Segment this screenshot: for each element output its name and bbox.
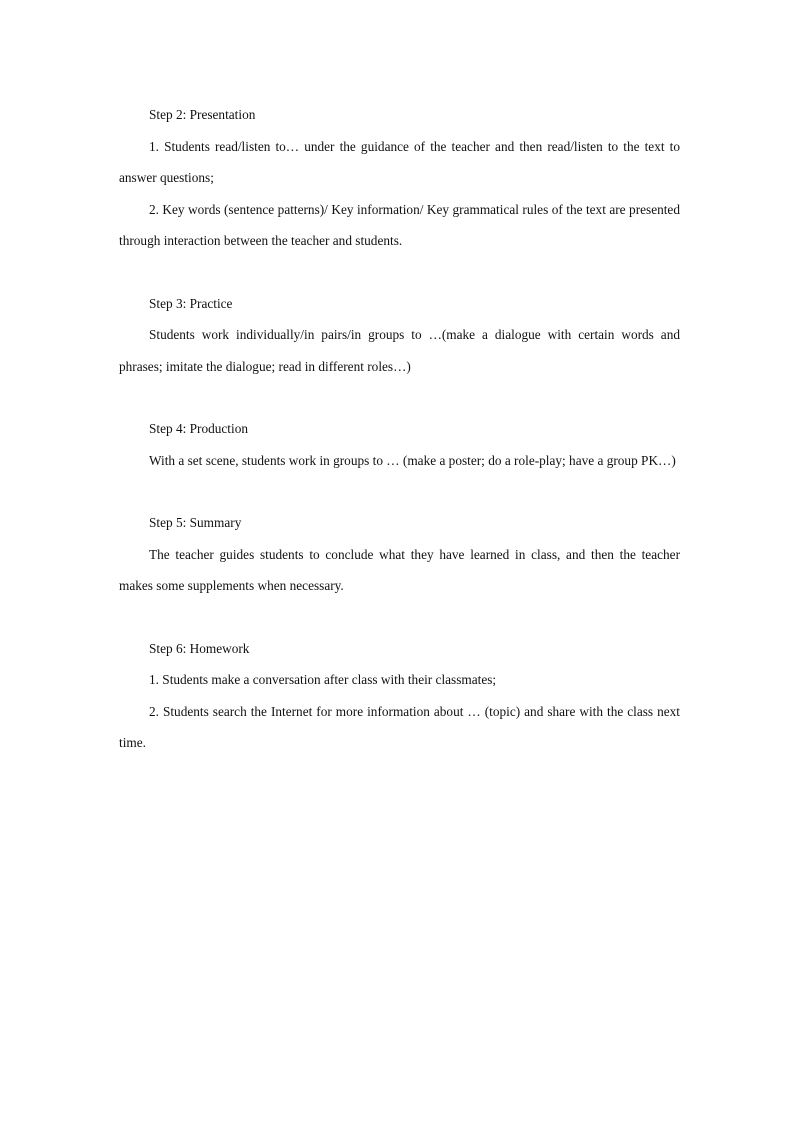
section-practice xyxy=(119,288,680,383)
paragraph: The teacher guides students to conclude what they have learned in class, and then the teacher makes some supplements when necessary. xyxy=(119,546,680,593)
section-heading: Step 5: Summary xyxy=(149,515,242,530)
section-presentation xyxy=(119,99,680,257)
section-heading: Step 6: Homework xyxy=(149,640,250,656)
paragraph: 1. Students read/listen to… under the guidance of the teacher and then read/listen to the text to answer questions; xyxy=(119,138,680,185)
section-homework xyxy=(119,633,680,759)
paragraph: With a set scene, students work in groups to … (make a poster; do a role-play; have a group PK…) xyxy=(149,452,676,468)
paragraph: 2. Key words (sentence patterns)/ Key information/ Key grammatical rules of the text are presented through interaction between the teacher and students. xyxy=(119,201,680,248)
paragraph: Students work individually/in pairs/in groups to …(make a dialogue with certain words and phrases; imitate the dialogue; read in different roles…) xyxy=(119,327,680,374)
paragraph: 1. Students make a conversation after class with their classmates; xyxy=(149,672,497,687)
paragraph: 2. Students search the Internet for more information about … (topic) and share with the class next time. xyxy=(119,703,680,750)
section-production xyxy=(119,413,680,476)
section-heading: Step 3: Practice xyxy=(149,295,233,311)
section-summary xyxy=(119,507,680,602)
section-heading: Step 2: Presentation xyxy=(149,107,256,122)
document-body xyxy=(119,99,680,759)
section-heading: Step 4: Production xyxy=(149,421,248,436)
